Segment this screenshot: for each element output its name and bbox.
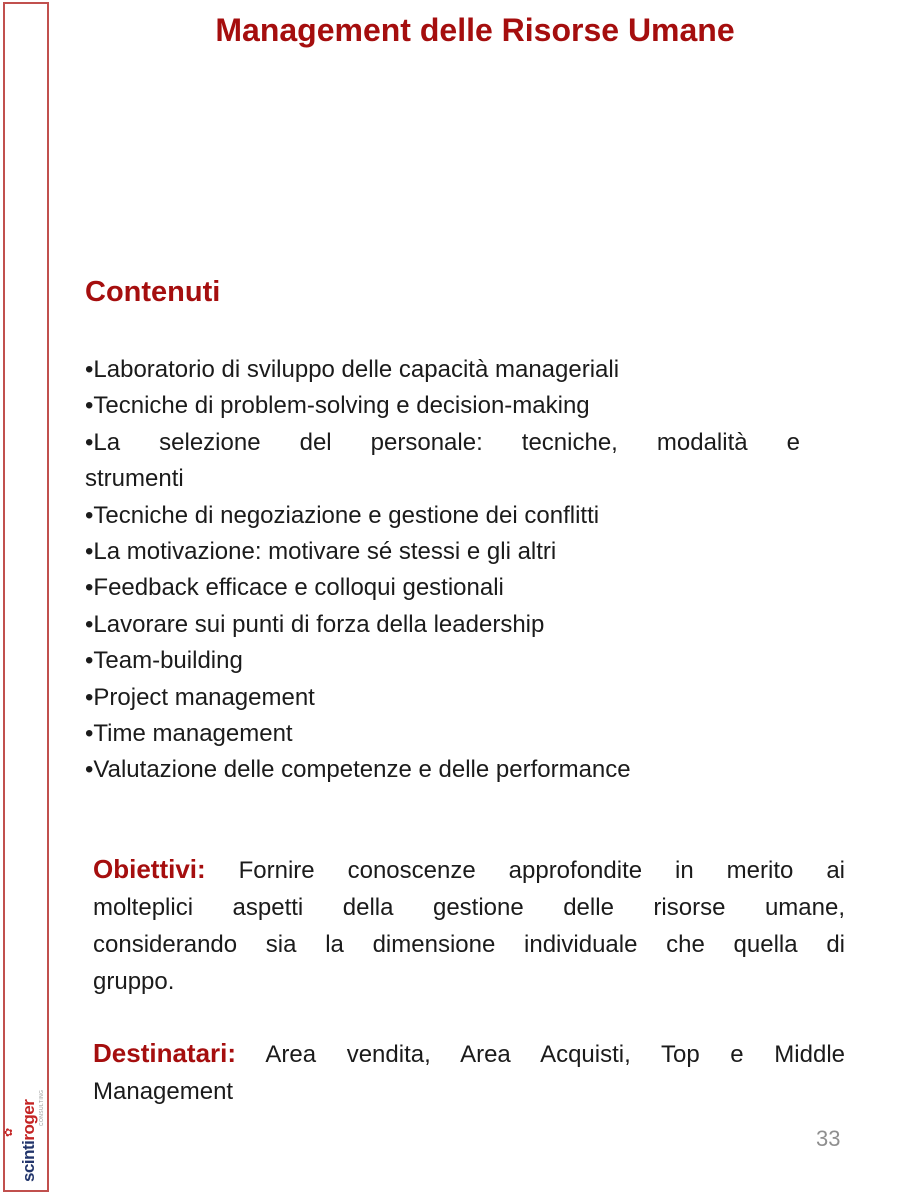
bullet-item (85, 498, 800, 534)
page-number: 33 (816, 1126, 841, 1151)
bullet-item (85, 643, 800, 679)
bullet-item (85, 352, 800, 388)
logo (2, 1088, 45, 1184)
bullet-item (85, 534, 800, 570)
bullet-line: strumenti (85, 465, 184, 493)
bullet-line: •Project management (85, 683, 315, 711)
logo-subtext: CONSULTING (39, 1089, 45, 1126)
bullet-item (85, 716, 800, 752)
bullet-line: •Tecniche di negoziazione e gestione dei conflitti (85, 501, 600, 529)
paragraph-line: Destinatari: Area vendita, Area Acquisti, Top e Middle (93, 1038, 845, 1068)
bullet-line: •Time management (85, 720, 293, 748)
bullet-item (85, 752, 800, 788)
bullet-line: •Tecniche di problem-solving e decision-making (85, 392, 590, 420)
bullet-line: •Feedback efficace e colloqui gestionali (85, 574, 504, 602)
bullet-item (85, 680, 800, 716)
slide-title: Management delle Risorse Umane (215, 12, 735, 48)
paragraph-block (93, 851, 845, 1110)
bullet-line: •Valutazione delle competenze e delle performance (85, 756, 631, 784)
bullet-item (85, 570, 800, 606)
bullet-line: •La selezione del personale: tecniche, modalità e (85, 428, 800, 456)
paragraph-line: Obiettivi: Fornire conoscenze approfondite in merito ai (93, 854, 845, 884)
left-accent-bar (3, 2, 49, 1192)
bullet-line: •La motivazione: motivare sé stessi e gli altri (85, 538, 557, 566)
bullet-item (85, 388, 800, 424)
bullet-line: •Team-building (85, 647, 243, 675)
bullet-list (85, 352, 800, 789)
paragraph-line: gruppo. (93, 968, 175, 995)
bullet-line: •Laboratorio di sviluppo delle capacità manageriali (85, 356, 620, 383)
paragraph (93, 851, 845, 1000)
logo-flourish-icon: ✿ (2, 1127, 15, 1137)
logo-part-roger: roger (19, 1099, 38, 1141)
logo-part-scinti: scinti (19, 1140, 38, 1182)
section-heading: Contenuti (85, 276, 221, 308)
paragraph (93, 1035, 845, 1110)
paragraph-label: Destinatari: (93, 1038, 237, 1068)
paragraph-line: considerando sia la dimensione individuale che quella di (93, 931, 845, 958)
bullet-item (85, 607, 800, 643)
logo-wordmark (19, 1100, 39, 1182)
bullet-line: •Lavorare sui punti di forza della leadership (85, 610, 545, 638)
paragraph-label: Obiettivi: (93, 854, 206, 884)
paragraph-line: molteplici aspetti della gestione delle risorse umane, (93, 894, 845, 921)
paragraph-line: Management (93, 1078, 234, 1105)
bullet-item (85, 425, 800, 498)
